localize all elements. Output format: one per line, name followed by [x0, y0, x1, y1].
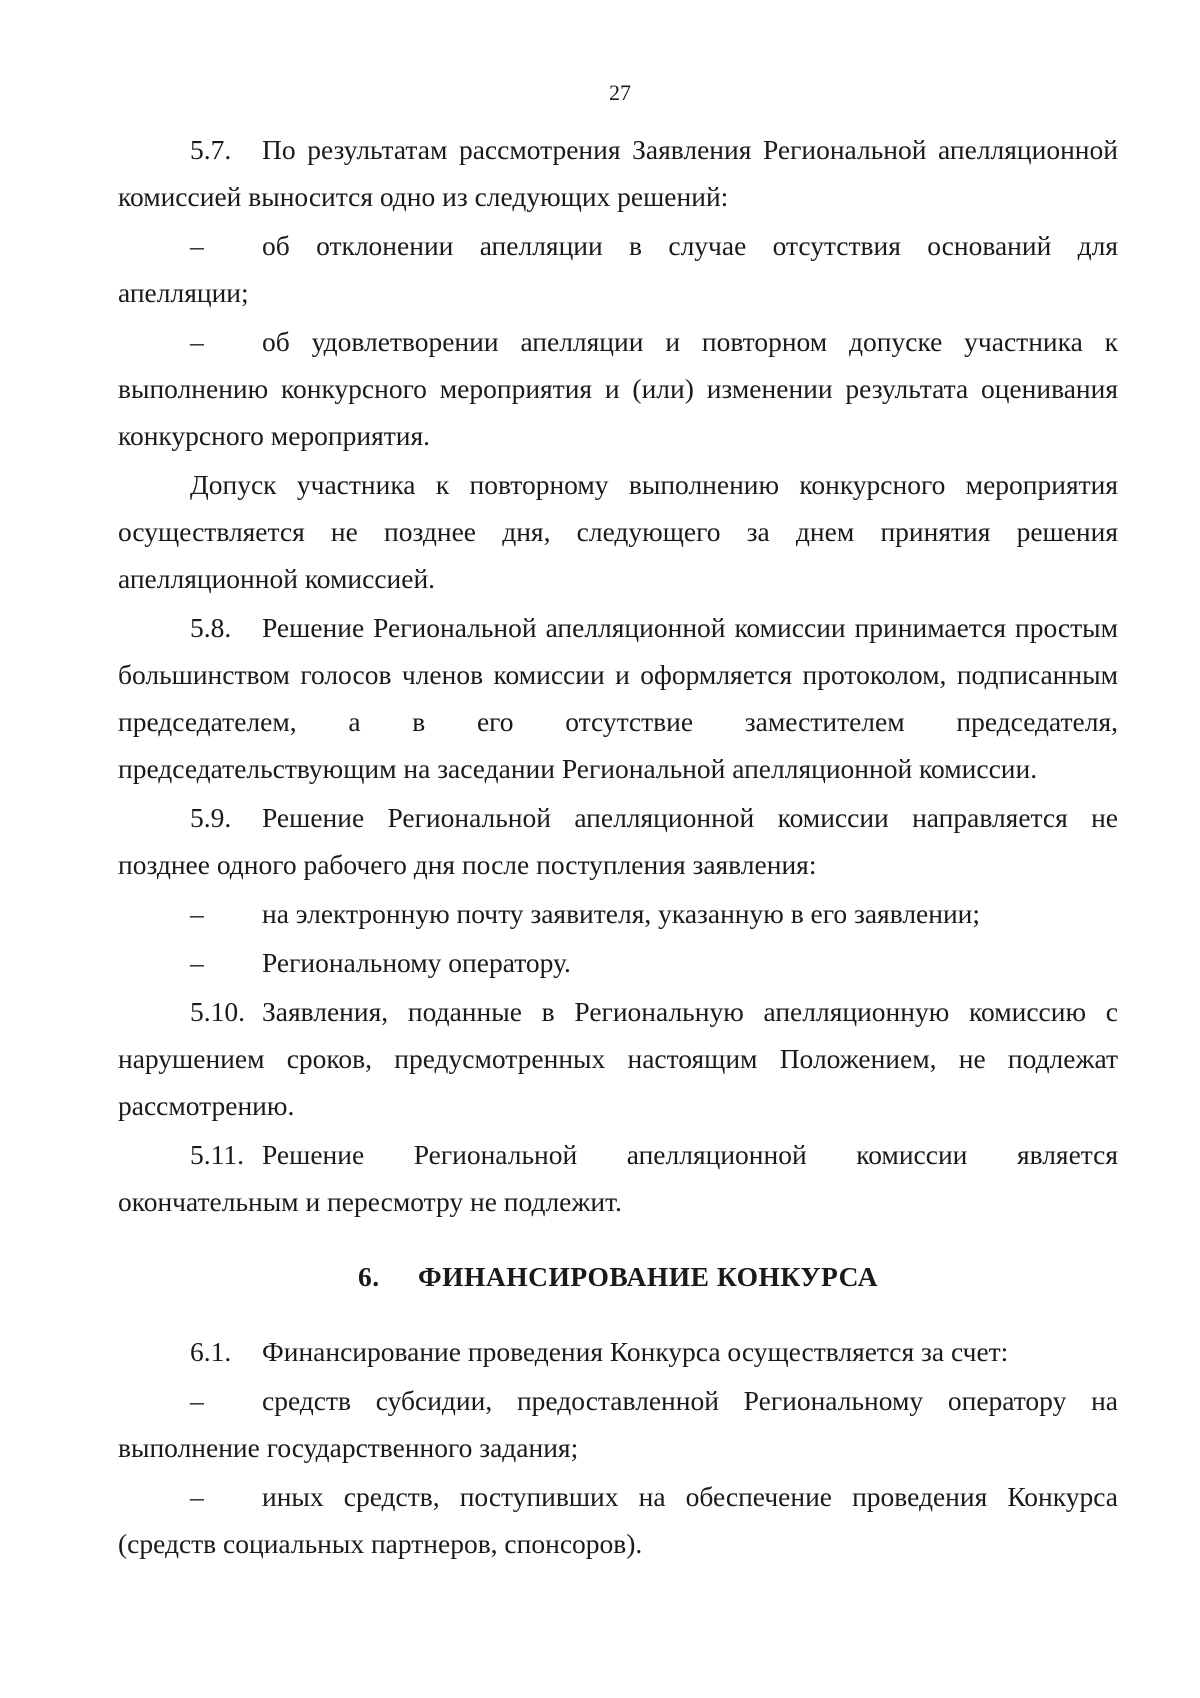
paragraph-text: Заявления, поданные в Региональную апелляционную комиссию с нарушением сроков, предусмотренных настоящим Положением, не подлежат рассмотрению. — [118, 996, 1118, 1121]
list-item-text: об отклонении апелляции в случае отсутствия оснований для апелляции; — [118, 230, 1118, 308]
clause-number: 6.1. — [190, 1336, 232, 1367]
clause-number: 5.10. — [190, 996, 245, 1027]
list-item — [118, 1473, 1118, 1567]
paragraph-text: Решение Региональной апелляционной комиссии направляется не позднее одного рабочего дня после поступления заявления: — [118, 802, 1118, 880]
dash-bullet: – — [190, 1481, 204, 1512]
section-number: 6. — [358, 1261, 380, 1292]
paragraph-text: Финансирование проведения Конкурса осуществляется за счет: — [262, 1336, 1009, 1367]
list-item — [118, 1377, 1118, 1471]
dash-bullet: – — [190, 230, 204, 261]
paragraph-5-9 — [118, 794, 1118, 888]
paragraph-5-11 — [118, 1131, 1118, 1225]
section-heading — [118, 1253, 1118, 1300]
clause-number: 5.7. — [190, 134, 232, 165]
paragraph-text: Решение Региональной апелляционной комиссии является окончательным и пересмотру не подлежит. — [118, 1139, 1118, 1217]
list-item-text: об удовлетворении апелляции и повторном допуске участника к выполнению конкурсного мероприятия и (или) изменении результата оценивания конкурсного мероприятия. — [118, 326, 1118, 451]
paragraph-text: Решение Региональной апелляционной комиссии принимается простым большинством голосов членов комиссии и оформляется протоколом, подписанным председателем, а в его отсутствие заместителем председателя, председательствующим на заседании Региональной апелляционной комиссии. — [118, 612, 1118, 784]
document-body — [118, 126, 1118, 1569]
list-item-text: Региональному оператору. — [262, 947, 571, 978]
clause-number: 5.11. — [190, 1139, 244, 1170]
paragraph-6-1 — [118, 1328, 1118, 1375]
list-item — [118, 318, 1118, 459]
dash-bullet: – — [190, 947, 204, 978]
list-item-text: иных средств, поступивших на обеспечение проведения Конкурса (средств социальных партнеров, спонсоров). — [118, 1481, 1118, 1559]
dash-bullet: – — [190, 898, 204, 929]
list-item — [118, 222, 1118, 316]
dash-bullet: – — [190, 1385, 204, 1416]
paragraph-5-7 — [118, 126, 1118, 220]
list-item — [118, 890, 1118, 937]
list-item — [118, 939, 1118, 986]
paragraph-admission — [118, 461, 1118, 602]
dash-bullet: – — [190, 326, 204, 357]
section-title: ФИНАНСИРОВАНИЕ КОНКУРСА — [418, 1261, 878, 1292]
paragraph-text: По результатам рассмотрения Заявления Региональной апелляционной комиссией выносится одно из следующих решений: — [118, 134, 1118, 212]
list-item-text: на электронную почту заявителя, указанную в его заявлении; — [262, 898, 981, 929]
paragraph-5-10 — [118, 988, 1118, 1129]
clause-number: 5.8. — [190, 612, 232, 643]
paragraph-5-8 — [118, 604, 1118, 792]
list-item-text: средств субсидии, предоставленной Региональному оператору на выполнение государственного задания; — [118, 1385, 1118, 1463]
page-number: 27 — [609, 80, 631, 105]
clause-number: 5.9. — [190, 802, 232, 833]
paragraph-text: Допуск участника к повторному выполнению конкурсного мероприятия осуществляется не позднее дня, следующего за днем принятия решения апелляционной комиссией. — [118, 469, 1118, 594]
